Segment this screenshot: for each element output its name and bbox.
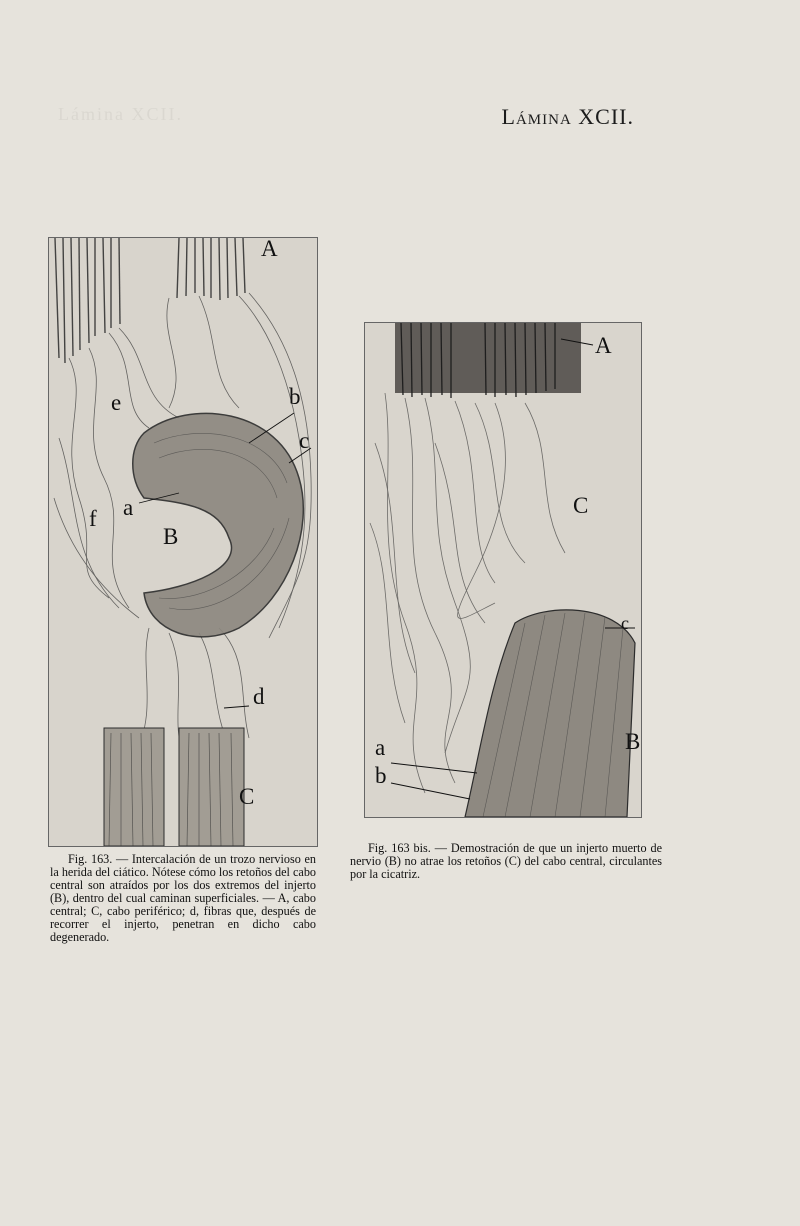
- plate-title: Lámina XCII.: [501, 104, 634, 129]
- label-A: A: [261, 237, 278, 261]
- label-c: c: [299, 428, 310, 453]
- figure-163-bis-illustration: [364, 322, 642, 818]
- figure-163-illustration: [48, 237, 318, 847]
- label-c: c: [621, 613, 629, 633]
- label-B: B: [163, 524, 179, 549]
- label-d: d: [253, 684, 265, 709]
- figure-163-bis-caption: Fig. 163 bis. — Demostración de que un injerto muerto de nervio (B) no atrae los retoños (C) del cabo central, circulantes por la cicatriz.: [350, 841, 662, 881]
- label-a: a: [375, 735, 386, 760]
- bleed-through-heading: Lámina XCII.: [58, 104, 183, 124]
- label-f: f: [89, 506, 97, 531]
- label-e: e: [111, 390, 122, 415]
- label-C: C: [573, 493, 589, 518]
- label-a: a: [123, 495, 134, 520]
- label-B: B: [625, 729, 641, 754]
- label-b: b: [289, 384, 301, 409]
- figure-163-caption: Fig. 163. — Intercalación de un trozo nervioso en la herida del ciático. Nótese cómo los retoños del cabo central son atraídos por los dos extremos del injerto (B), dentro del cual caminan superficiales. — A, cabo central; C, cabo periférico; d, fibras que, después de recorrer el injerto, penetran en dicho cabo degenerado.: [50, 852, 317, 944]
- figure-163-drawing: [49, 238, 317, 846]
- figure-163-bis-drawing: [365, 323, 641, 817]
- label-A: A: [595, 333, 612, 358]
- label-C: C: [239, 784, 255, 809]
- label-b: b: [375, 763, 387, 788]
